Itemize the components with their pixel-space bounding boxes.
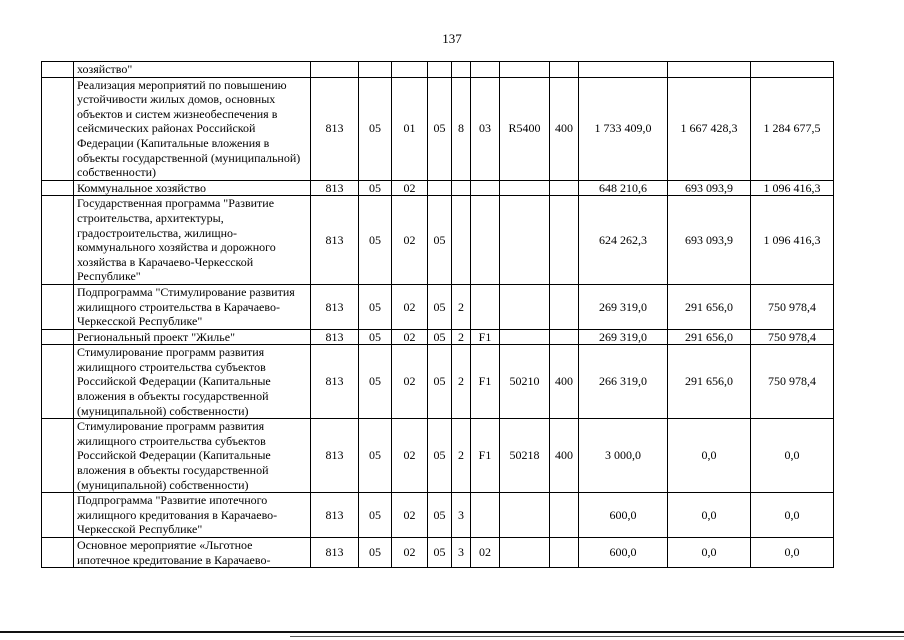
row-name-cell: Подпрограмма "Стимулирование развития жилищного строительства в Карачаево-Черкесской Республике" <box>74 284 311 329</box>
subprogram-code-cell <box>452 180 471 196</box>
event-code-cell: F1 <box>471 345 500 419</box>
section-code-cell: 05 <box>359 345 392 419</box>
table-row <box>42 419 834 493</box>
subprogram-code-cell: 2 <box>452 329 471 345</box>
event-code-cell <box>471 62 500 78</box>
expense-type-code-cell <box>550 329 579 345</box>
table-row <box>42 493 834 538</box>
row-name-cell: хозяйство" <box>74 62 311 78</box>
amount-2023-cell: 1 667 428,3 <box>668 77 751 180</box>
event-code-cell: F1 <box>471 329 500 345</box>
row-margin-cell <box>42 419 74 493</box>
row-name-cell: Региональный проект "Жилье" <box>74 329 311 345</box>
amount-2022-cell: 266 319,0 <box>579 345 668 419</box>
row-margin-cell <box>42 345 74 419</box>
expense-type-code-cell <box>550 493 579 538</box>
row-margin-cell <box>42 62 74 78</box>
amount-2024-cell: 750 978,4 <box>751 345 834 419</box>
program-code-cell <box>428 180 452 196</box>
amount-2023-cell: 0,0 <box>668 419 751 493</box>
bottom-scan-edge <box>0 631 904 633</box>
amount-2023-cell: 0,0 <box>668 538 751 568</box>
ministry-code-cell: 813 <box>311 345 359 419</box>
amount-2022-cell: 600,0 <box>579 493 668 538</box>
program-code-cell: 05 <box>428 329 452 345</box>
row-name-cell: Стимулирование программ развития жилищного строительства субъектов Российской Федерации (Капитальные вложения в объекты государственной (муниципальной) собственности) <box>74 419 311 493</box>
program-code-cell: 05 <box>428 284 452 329</box>
ministry-code-cell: 813 <box>311 196 359 285</box>
amount-2024-cell: 750 978,4 <box>751 329 834 345</box>
event-code-cell: F1 <box>471 419 500 493</box>
amount-2022-cell: 600,0 <box>579 538 668 568</box>
subprogram-code-cell: 3 <box>452 493 471 538</box>
direction-code-cell <box>500 329 550 345</box>
row-name-cell: Реализация мероприятий по повышению устойчивости жилых домов, основных объектов и систем жизнеобеспечения в сейсмических районах Российской Федерации (Капитальные вложения в объекты государственной (муниципальной) собственности) <box>74 77 311 180</box>
amount-2024-cell: 0,0 <box>751 538 834 568</box>
row-margin-cell <box>42 538 74 568</box>
amount-2024-cell <box>751 62 834 78</box>
amount-2024-cell: 1 096 416,3 <box>751 196 834 285</box>
expense-type-code-cell <box>550 196 579 285</box>
subsection-code-cell: 01 <box>392 77 428 180</box>
section-code-cell <box>359 62 392 78</box>
ministry-code-cell: 813 <box>311 329 359 345</box>
section-code-cell: 05 <box>359 77 392 180</box>
subsection-code-cell: 02 <box>392 493 428 538</box>
expense-type-code-cell <box>550 62 579 78</box>
ministry-code-cell: 813 <box>311 538 359 568</box>
row-name-cell: Стимулирование программ развития жилищного строительства субъектов Российской Федерации (Капитальные вложения в объекты государственной (муниципальной) собственности) <box>74 345 311 419</box>
section-code-cell: 05 <box>359 419 392 493</box>
subsection-code-cell: 02 <box>392 538 428 568</box>
amount-2022-cell: 3 000,0 <box>579 419 668 493</box>
subprogram-code-cell: 2 <box>452 419 471 493</box>
event-code-cell: 03 <box>471 77 500 180</box>
bottom-scan-edge-secondary <box>290 636 904 637</box>
program-code-cell: 05 <box>428 538 452 568</box>
subsection-code-cell: 02 <box>392 329 428 345</box>
section-code-cell: 05 <box>359 284 392 329</box>
amount-2023-cell: 0,0 <box>668 493 751 538</box>
direction-code-cell <box>500 538 550 568</box>
ministry-code-cell <box>311 62 359 78</box>
row-margin-cell <box>42 196 74 285</box>
table-body <box>42 62 834 568</box>
amount-2022-cell: 624 262,3 <box>579 196 668 285</box>
amount-2023-cell <box>668 62 751 78</box>
direction-code-cell <box>500 180 550 196</box>
table-row <box>42 196 834 285</box>
amount-2023-cell: 693 093,9 <box>668 196 751 285</box>
ministry-code-cell: 813 <box>311 180 359 196</box>
amount-2022-cell: 648 210,6 <box>579 180 668 196</box>
row-name-cell: Государственная программа "Развитие строительства, архитектуры, градостроительства, жилищно-коммунального хозяйства и дорожного хозяйства в Карачаево-Черкесской Республике" <box>74 196 311 285</box>
table-row <box>42 180 834 196</box>
program-code-cell: 05 <box>428 345 452 419</box>
expense-type-code-cell <box>550 180 579 196</box>
page-number: 137 <box>442 31 462 46</box>
expense-type-code-cell: 400 <box>550 345 579 419</box>
table-row <box>42 329 834 345</box>
direction-code-cell <box>500 284 550 329</box>
subsection-code-cell: 02 <box>392 345 428 419</box>
row-margin-cell <box>42 329 74 345</box>
expense-type-code-cell: 400 <box>550 77 579 180</box>
direction-code-cell: 50218 <box>500 419 550 493</box>
amount-2023-cell: 291 656,0 <box>668 345 751 419</box>
ministry-code-cell: 813 <box>311 419 359 493</box>
program-code-cell: 05 <box>428 196 452 285</box>
row-name-cell: Коммунальное хозяйство <box>74 180 311 196</box>
amount-2022-cell <box>579 62 668 78</box>
event-code-cell <box>471 284 500 329</box>
subsection-code-cell: 02 <box>392 419 428 493</box>
event-code-cell: 02 <box>471 538 500 568</box>
row-margin-cell <box>42 77 74 180</box>
direction-code-cell: R5400 <box>500 77 550 180</box>
program-code-cell: 05 <box>428 493 452 538</box>
section-code-cell: 05 <box>359 329 392 345</box>
ministry-code-cell: 813 <box>311 493 359 538</box>
event-code-cell <box>471 180 500 196</box>
row-name-cell: Подпрограмма "Развитие ипотечного жилищного кредитования в Карачаево-Черкесской Республике" <box>74 493 311 538</box>
amount-2023-cell: 693 093,9 <box>668 180 751 196</box>
event-code-cell <box>471 493 500 538</box>
direction-code-cell: 50210 <box>500 345 550 419</box>
subsection-code-cell <box>392 62 428 78</box>
subprogram-code-cell <box>452 196 471 285</box>
direction-code-cell <box>500 493 550 538</box>
section-code-cell: 05 <box>359 196 392 285</box>
amount-2023-cell: 291 656,0 <box>668 284 751 329</box>
event-code-cell <box>471 196 500 285</box>
subprogram-code-cell: 2 <box>452 345 471 419</box>
table-row <box>42 62 834 78</box>
amount-2024-cell: 0,0 <box>751 493 834 538</box>
table-row <box>42 538 834 568</box>
row-margin-cell <box>42 284 74 329</box>
amount-2024-cell: 750 978,4 <box>751 284 834 329</box>
table-row <box>42 284 834 329</box>
row-margin-cell <box>42 493 74 538</box>
subsection-code-cell: 02 <box>392 196 428 285</box>
section-code-cell: 05 <box>359 180 392 196</box>
expense-type-code-cell: 400 <box>550 419 579 493</box>
amount-2023-cell: 291 656,0 <box>668 329 751 345</box>
subprogram-code-cell <box>452 62 471 78</box>
subsection-code-cell: 02 <box>392 284 428 329</box>
amount-2024-cell: 1 096 416,3 <box>751 180 834 196</box>
direction-code-cell <box>500 62 550 78</box>
amount-2022-cell: 269 319,0 <box>579 284 668 329</box>
program-code-cell <box>428 62 452 78</box>
subprogram-code-cell: 2 <box>452 284 471 329</box>
ministry-code-cell: 813 <box>311 77 359 180</box>
table-row <box>42 77 834 180</box>
section-code-cell: 05 <box>359 538 392 568</box>
section-code-cell: 05 <box>359 493 392 538</box>
program-code-cell: 05 <box>428 419 452 493</box>
ministry-code-cell: 813 <box>311 284 359 329</box>
direction-code-cell <box>500 196 550 285</box>
subprogram-code-cell: 8 <box>452 77 471 180</box>
expense-type-code-cell <box>550 538 579 568</box>
amount-2024-cell: 0,0 <box>751 419 834 493</box>
row-name-cell: Основное мероприятие «Льготное ипотечное кредитование в Карачаево- <box>74 538 311 568</box>
table-row <box>42 345 834 419</box>
program-code-cell: 05 <box>428 77 452 180</box>
amount-2022-cell: 269 319,0 <box>579 329 668 345</box>
budget-table <box>41 61 834 568</box>
amount-2022-cell: 1 733 409,0 <box>579 77 668 180</box>
amount-2024-cell: 1 284 677,5 <box>751 77 834 180</box>
row-margin-cell <box>42 180 74 196</box>
expense-type-code-cell <box>550 284 579 329</box>
subprogram-code-cell: 3 <box>452 538 471 568</box>
subsection-code-cell: 02 <box>392 180 428 196</box>
